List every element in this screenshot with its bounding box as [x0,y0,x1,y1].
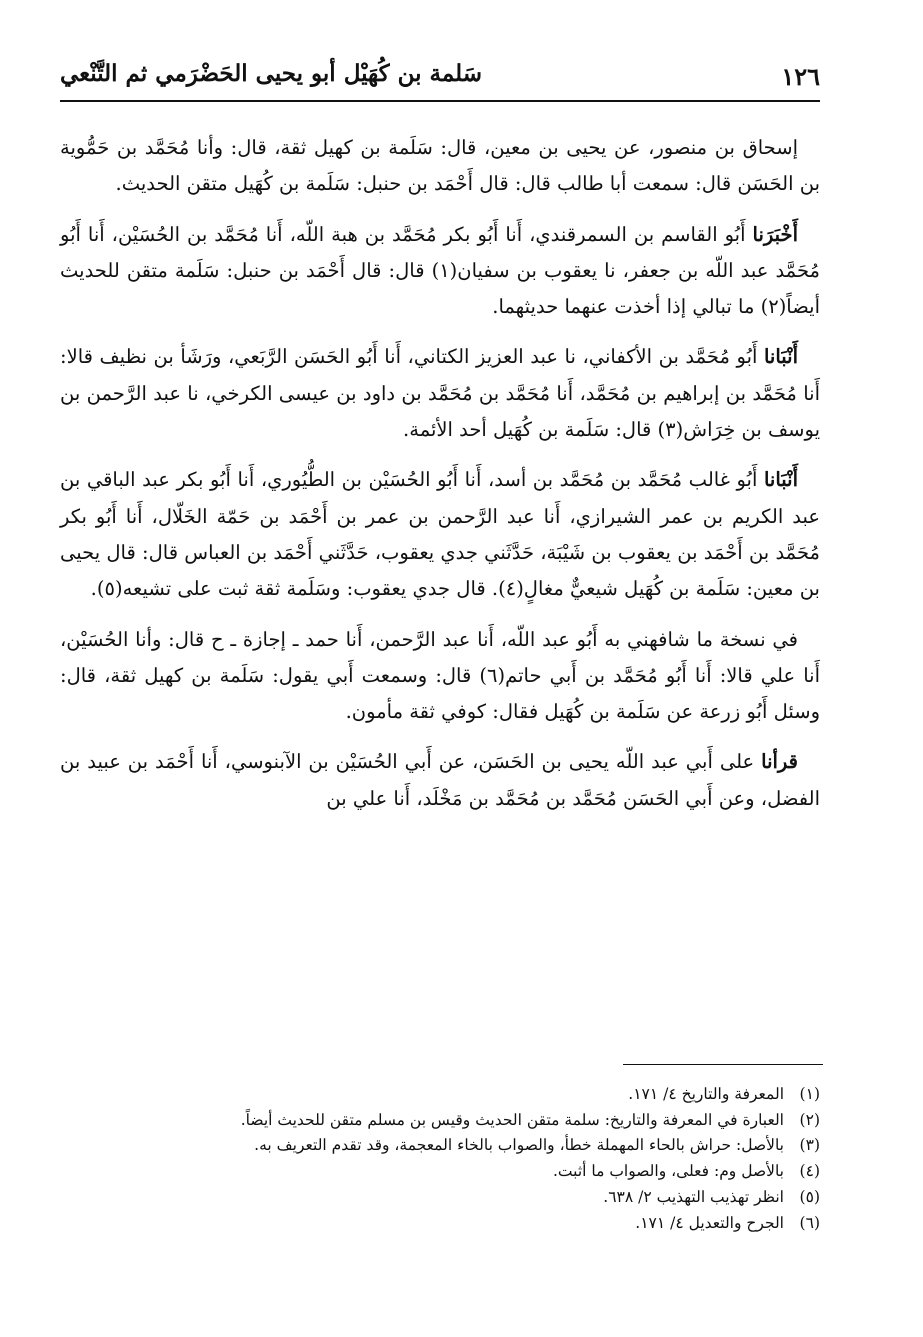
footnote-number: (١) [799,1085,820,1103]
paragraph-text: أَبُو مُحَمَّد بن الأكفاني، نا عبد العزيز الكتاني، أَنا أَبُو الحَسَن الرَّبَعي، ورَشَأ بن نظيف قالا: أَنا مُحَمَّد بن إبراهيم بن مُحَمَّد، أَنا مُحَمَّد بن مُحَمَّد بن داود بن عيسى الكرخي، نا عبد الرَّحمن بن يوسف بن خِرَاش(٣) قال: سَلَمة بن كُهَيل أحد الأئمة. [60,345,820,442]
footnote-text: بالأصل: حراش بالحاء المهملة خطأ، والصواب بالخاء المعجمة، وقد تقدم التعريف به. [254,1136,784,1155]
page-header [60,52,820,102]
paragraph-text: على أَبي عبد اللّه يحيى بن الحَسَن، عن أَبي الحُسَيْن بن الآبنوسي، أَنا أَحْمَد بن عبيد بن الفضل، وعن أَبي الحَسَن مُحَمَّد بن مُحَمَّد بن مَخْلَد، أَنا علي بن [60,750,820,810]
paragraph [60,462,820,607]
paragraph-lead: أَنْبَانا [763,345,798,369]
paragraph [60,217,820,326]
paragraph-lead: أَخْبَرَنا [752,222,798,246]
footnote [60,1082,820,1108]
footnote [60,1108,820,1134]
footnote [60,1211,820,1237]
paragraph-text: أَبُو القاسم بن السمرقندي، أَنا أَبُو بكر مُحَمَّد بن هبة اللّه، أَنا مُحَمَّد بن الحُسَيْن، أَنا أَبُو مُحَمَّد عبد اللّه بن جعفر، نا يعقوب بن سفيان(١) قال: قال أَحْمَد بن حنبل: سَلَمة متقن للحديث أيضاً(٢) ما تبالي إذا أخذت عنهما حديثهما. [60,222,820,319]
running-title: سَلمة بن كُهَيْل أبو يحيى الحَضْرَمي ثم التَّنْعي [60,60,483,87]
main-text [60,130,820,831]
footnote-text: الجرح والتعديل ٤/ ١٧١. [635,1213,784,1232]
paragraph [60,744,820,817]
footnote-number: (٣) [799,1136,820,1155]
footnote-number: (٥) [799,1187,820,1206]
footnote [60,1159,820,1185]
page-number: ١٢٦ [781,62,820,91]
footnote-text: انظر تهذيب التهذيب ٢/ ٦٣٨. [603,1187,784,1206]
footnote-number: (٢) [799,1110,820,1129]
footnote-divider [623,1064,823,1065]
paragraph-lead: أَنْبَانا [763,468,798,492]
paragraph [60,622,820,731]
footnotes [60,1082,820,1236]
paragraph-lead: قرأنا [761,750,798,774]
paragraph-text: إسحاق بن منصور، عن يحيى بن معين، قال: سَلَمة بن كهيل ثقة، قال: وأنا مُحَمَّد بن حَمُّوية بن الحَسَن قال: سمعت أبا طالب قال: قال أَحْمَد بن حنبل: سَلَمة بن كُهَيل متقن الحديث. [60,136,820,196]
footnote-text: العبارة في المعرفة والتاريخ: سلمة متقن الحديث وقيس بن مسلم متقن للحديث أيضاً. [240,1110,784,1129]
footnote [60,1133,820,1159]
footnote-number: (٤) [799,1162,820,1181]
paragraph [60,339,820,448]
paragraph-text: في نسخة ما شافهني به أَبُو عبد اللّه، أَنا عبد الرَّحمن، أَنا حمد ـ إجازة ـ ح قال: وأنا الحُسَيْن، أَنا علي قالا: أَنا أَبُو مُحَمَّد بن أَبي حاتم(٦) قال: وسمعت أَبي يقول: سَلَمة بن كهيل ثقة، قال: وسئل أَبُو زرعة عن سَلَمة بن كُهَيل فقال: كوفي ثقة مأمون. [60,627,820,724]
footnote-text: المعرفة والتاريخ ٤/ ١٧١. [628,1085,784,1103]
footnote [60,1185,820,1211]
footnote-number: (٦) [799,1213,820,1232]
footnote-text: بالأصل وم: فعلى، والصواب ما أثبت. [553,1162,784,1181]
paragraph-text: أَبُو غالب مُحَمَّد بن مُحَمَّد بن أسد، أَنا أَبُو الحُسَيْن بن الطُّيُوري، أَنا أَبُو بكر عبد الباقي بن عبد الكريم بن عمر الشيرازي، أَنا عبد الرَّحمن بن عمر بن أَحْمَد بن حَمّة الخَلّال، أَنا أَبُو بكر مُحَمَّد بن أَحْمَد بن يعقوب بن شَيْبَة، حَدَّثَني جدي يعقوب، حَدَّثَني أَحْمَد بن العباس قال: قال يحيى بن معين: سَلَمة بن كُهَيل شيعيٌّ مغالٍ(٤). قال جدي يعقوب: وسَلَمة ثقة ثبت على تشيعه(٥). [60,468,820,601]
paragraph [60,130,820,203]
